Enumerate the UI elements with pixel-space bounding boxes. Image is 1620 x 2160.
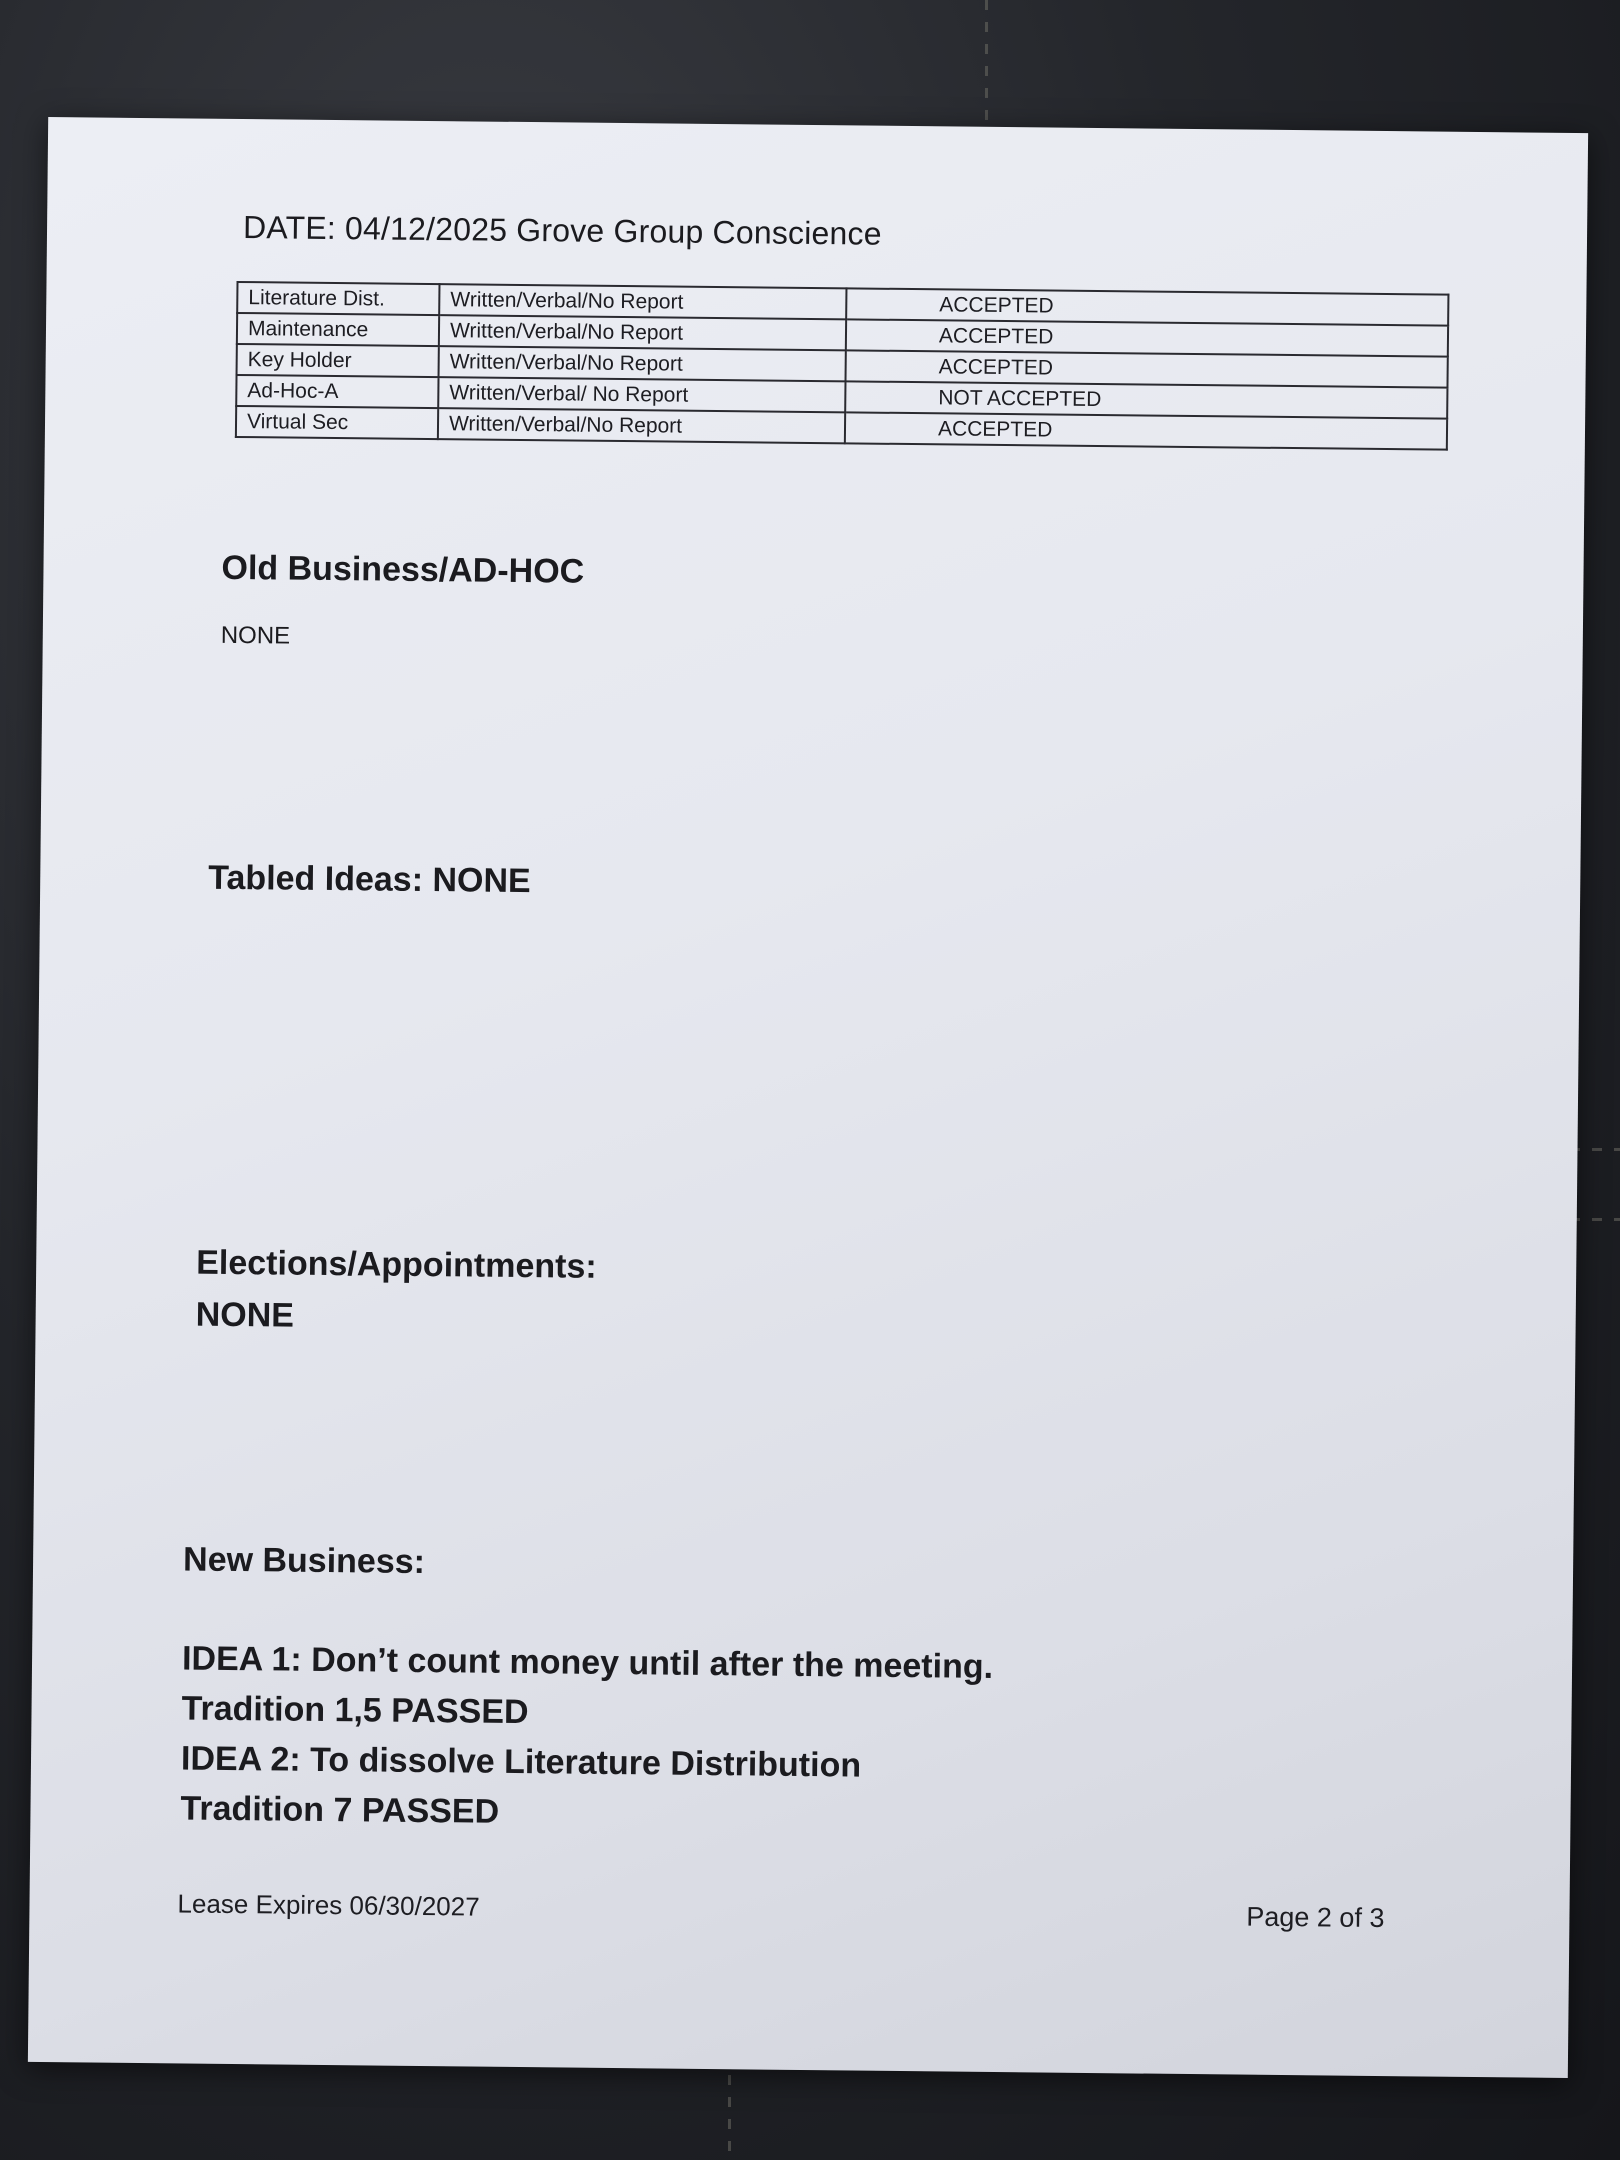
report-status: ACCEPTED [846,288,1448,325]
new-business-heading: New Business: [182,1540,426,1582]
report-position: Ad-Hoc-A [236,375,438,408]
new-business-line: Tradition 1,5 PASSED [181,1689,529,1732]
old-business-section [221,549,585,654]
old-business-value: NONE [220,621,291,650]
report-type: Written/Verbal/ No Report [438,377,845,412]
report-status: NOT ACCEPTED [845,381,1447,418]
report-type: Written/Verbal/No Report [439,315,846,350]
elections-value: NONE [195,1295,295,1335]
page-number: Page 2 of 3 [1246,1901,1385,1934]
background-seam [985,0,988,120]
new-business-line: IDEA 1: Don’t count money until after the meeting. [181,1639,994,1686]
report-status: ACCEPTED [846,319,1448,356]
new-business-section [180,1540,994,1841]
new-business-line: Tradition 7 PASSED [180,1789,500,1831]
elections-heading: Elections/Appointments: [196,1243,597,1286]
report-position: Virtual Sec [236,406,438,439]
report-position: Maintenance [237,313,439,346]
report-status: ACCEPTED [846,350,1448,387]
elections-section [195,1237,597,1345]
reports-table [235,281,1450,451]
new-business-line: IDEA 2: To dissolve Literature Distribution [180,1739,862,1785]
background-seam [728,2075,731,2160]
lease-expiry: Lease Expires 06/30/2027 [177,1888,480,1922]
report-type: Written/Verbal/No Report [439,346,846,381]
report-status: ACCEPTED [845,412,1447,449]
background-seam [1570,1218,1620,1221]
report-position: Literature Dist. [237,282,439,315]
document-title: DATE: 04/12/2025 Grove Group Conscience [242,209,882,252]
tabled-ideas-heading: Tabled Ideas: NONE [208,858,531,901]
report-position: Key Holder [237,344,439,377]
document-page [28,117,1588,2078]
report-type: Written/Verbal/No Report [438,408,845,443]
old-business-heading: Old Business/AD-HOC [221,548,585,591]
new-business-list [180,1633,993,1841]
report-type: Written/Verbal/No Report [439,284,846,319]
